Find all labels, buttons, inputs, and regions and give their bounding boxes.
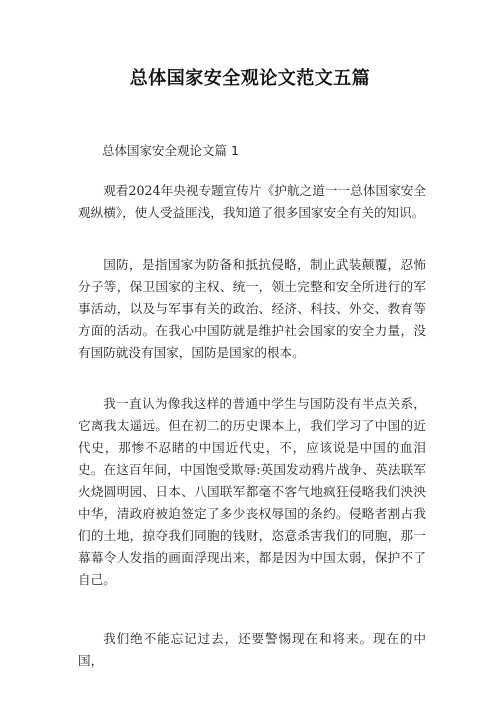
section-heading: 总体国家安全观论文篇 1 — [102, 143, 239, 158]
paragraph-4: 我们绝不能忘记过去，还要警惕现在和将来。现在的中国， — [78, 631, 426, 668]
paragraph-2: 国防，是指国家为防备和抵抗侵略，制止武装颠覆，忍怖分子等，保卫国家的主权、统一，领土完整和安全所进行的军事活动，以及与军事有关的政治、经济、科技、外交、教育等方面的活动。在我心中国防就是维护社会国家的安全力量，没有国防就没有国家，国防是国家的根本。 — [78, 257, 426, 360]
paragraph-3: 我一直认为像我这样的普通中学生与国防没有半点关系，它离我太遥远。但在初二的历史课本上，我们学习了中国的近代史，那惨不忍睹的中国近代史，不，应该说是中国的血泪史。在这百年间，中国饱受欺辱:英国发动鸦片战争、英法联军火烧圆明园、日本、八国联军都毫不客气地疯狂侵略我们泱泱中华，清政府被迫签定了多少丧权辱国的条约。侵略者割占我们的土地，掠夺我们同胞的钱财，恣意杀害我们的同胞，那一幕幕令人发指的画面浮现出来，都是因为中国太弱，保护不了自己。 — [78, 396, 426, 587]
document-title: 总体国家安全观论文范文五篇 — [129, 68, 371, 89]
paragraph-1: 观看2024年央视专题宣传片《护航之道一一总体国家安全观纵横》，使人受益匪浅，我知道了很多国家安全有关的知识。 — [78, 183, 426, 220]
